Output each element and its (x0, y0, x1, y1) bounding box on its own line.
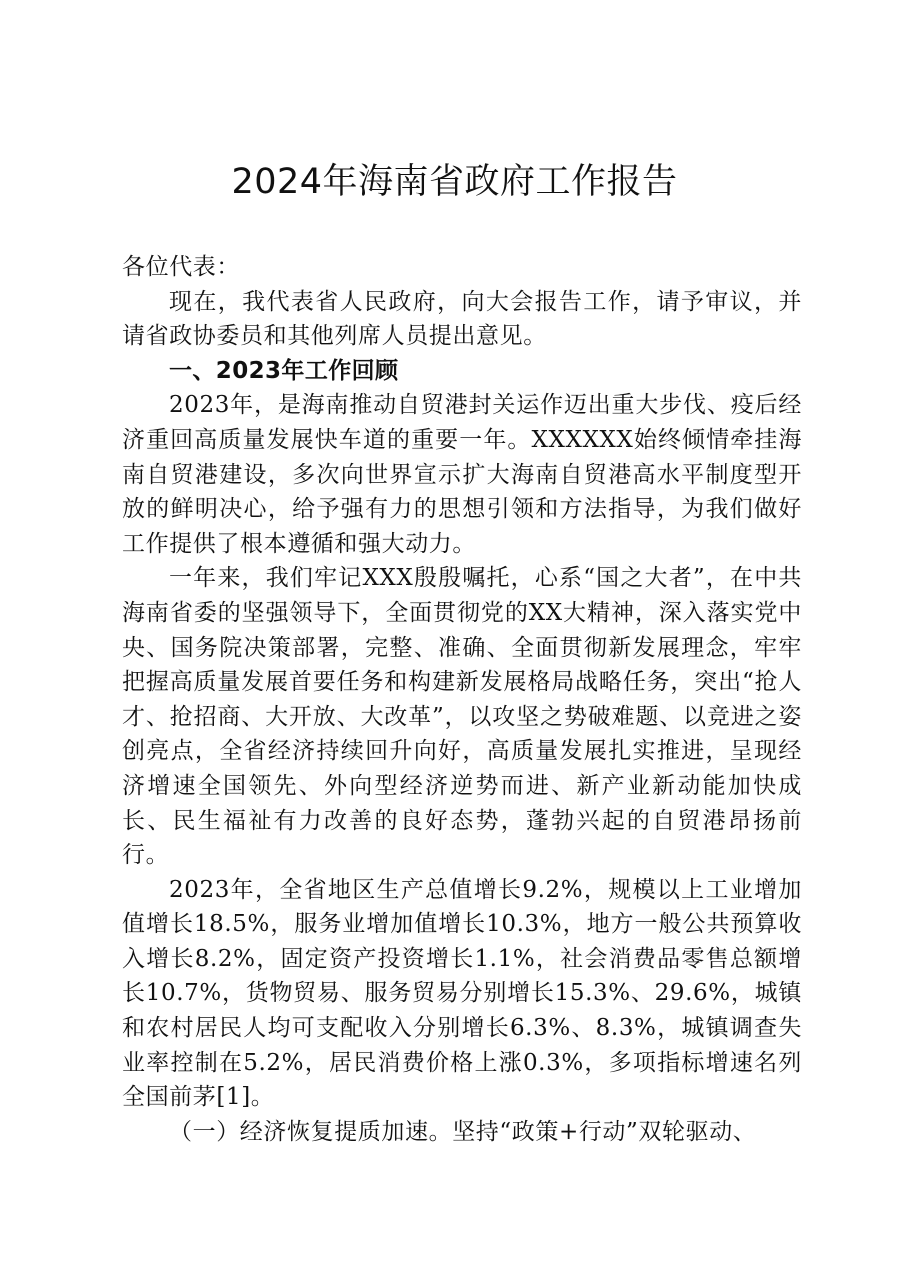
section-heading: 一、2023年工作回顾 (169, 357, 399, 384)
document-title: 2024年海南省政府工作报告 (231, 162, 678, 202)
salutation: 各位代表： (122, 254, 240, 280)
subsection-paragraph: （一）经济恢复提质加速。坚持“政策+行动”双轮驱动、 (169, 1118, 757, 1145)
document-body (122, 250, 802, 1149)
intro-paragraph: 现在，我代表省人民政府，向大会报告工作，请予审议，并请省政协委员和其他列席人员提出意见。 (122, 288, 802, 350)
body-paragraph: 一年来，我们牢记XXX殷殷嘱托，心系“国之大者”，在中共海南省委的坚强领导下，全面贯彻党的XX大精神，深入落实党中央、国务院决策部署，完整、准确、全面贯彻新发展理念，牢牢把握高质量发展首要任务和构建新发展格局战略任务，突出“抢人才、抢招商、大开放、大改革”，以攻坚之势破难题、以竞进之姿创亮点，全省经济持续回升向好，高质量发展扎实推进，呈现经济增速全国领先、外向型经济逆势而进、新产业新动能加快成长、民生福祉有力改善的良好态势，蓬勃兴起的自贸港昂扬前行。 (122, 565, 802, 869)
statistics-paragraph: 2023年，全省地区生产总值增长9.2%，规模以上工业增加值增长18.5%，服务业增加值增长10.3%，地方一般公共预算收入增长8.2%，固定资产投资增长1.1%，社会消费品零售总额增长10.7%，货物贸易、服务贸易分别增长15.3%、29.6%，城镇和农村居民人均可支配收入分别增长6.3%、8.3%，城镇调查失业率控制在5.2%，居民消费价格上涨0.3%，多项指标增速名列全国前茅[1]。 (122, 876, 802, 1111)
body-paragraph: 2023年，是海南推动自贸港封关运作迈出重大步伐、疫后经济重回高质量发展快车道的重要一年。XXXXXX始终倾情牵挂海南自贸港建设，多次向世界宣示扩大海南自贸港高水平制度型开放的鲜明决心，给予强有力的思想引领和方法指导，为我们做好工作提供了根本遵循和强大动力。 (122, 392, 802, 557)
